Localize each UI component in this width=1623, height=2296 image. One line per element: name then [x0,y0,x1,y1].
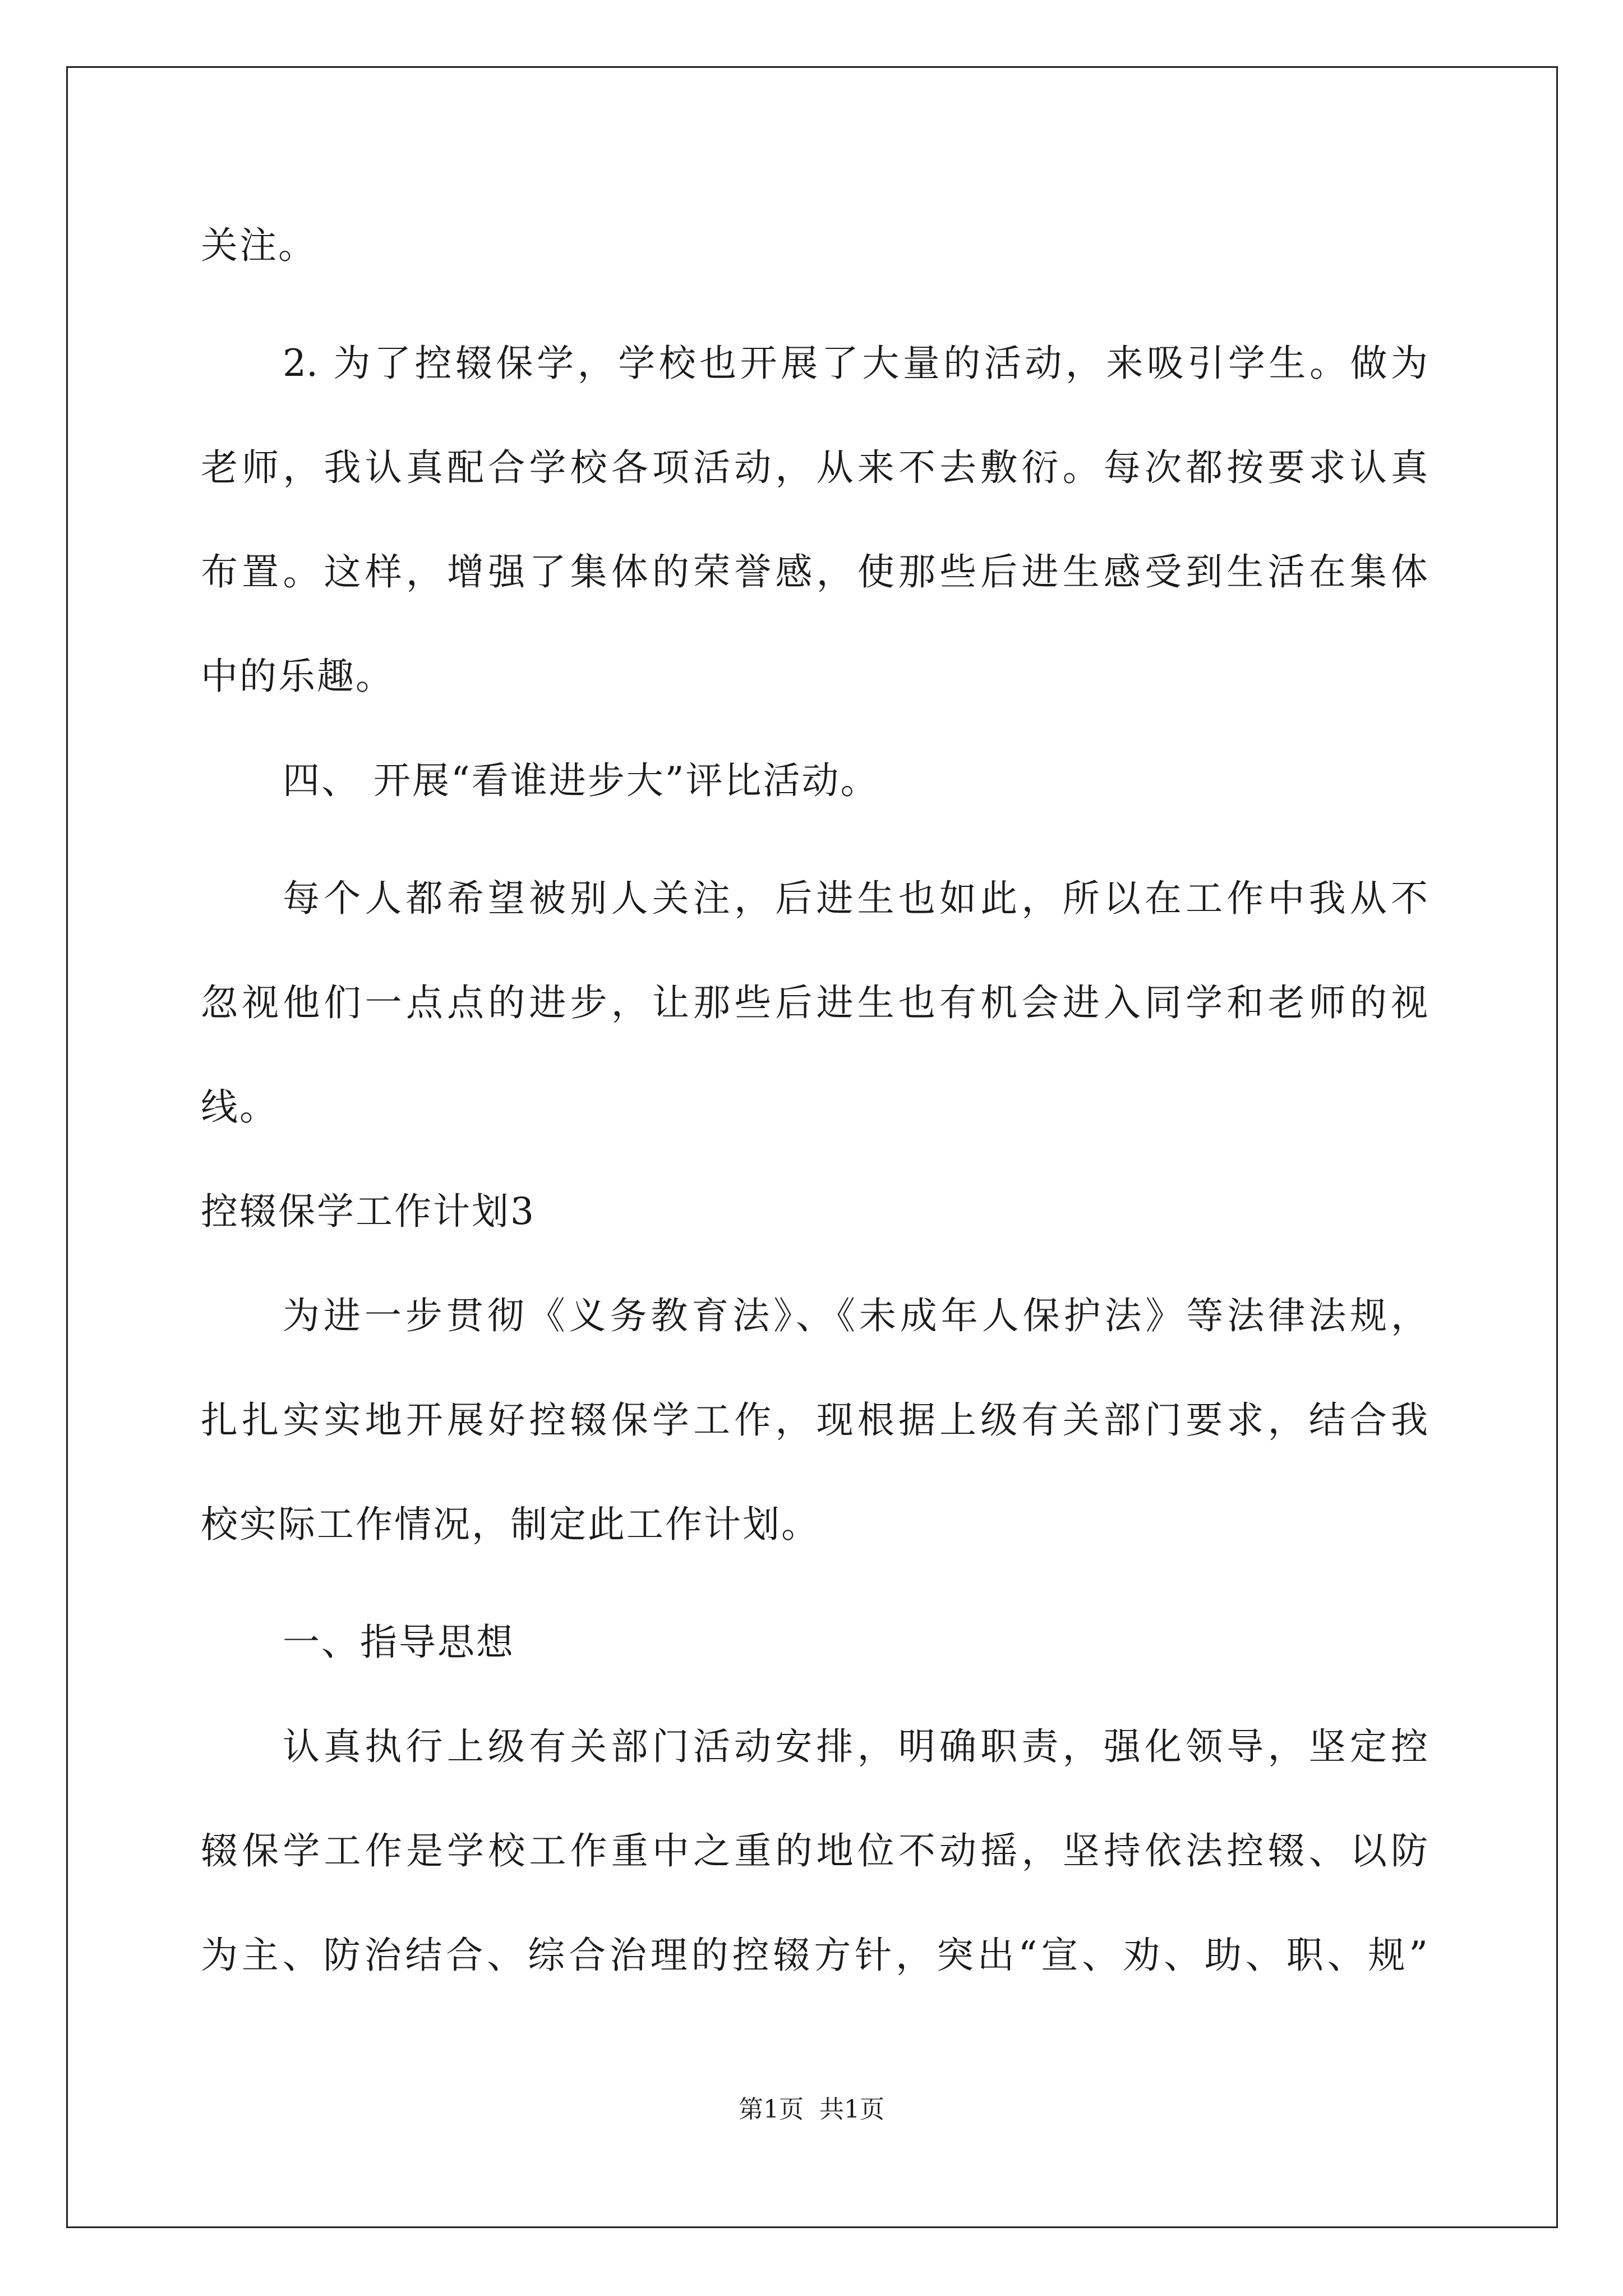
text-line: 认真执行上级有关部门活动安排，明确职责，强化领导，坚定控 [283,1725,1428,1768]
text-line: 忽视他们一点点的进步，让那些后进生也有机会进入同学和老师的视 [201,981,1428,1024]
text-line: 为进一步贯彻《义务教育法》、《未成年人保护法》等法律法规， [283,1294,1428,1337]
text-line: 辍保学工作是学校工作重中之重的地位不动摇，坚持依法控辍、以防 [201,1829,1428,1872]
text-line: 为主、防治结合、综合治理的控辍方针，突出“宣、劝、助、职、规” [201,1934,1428,1977]
text-line: 中的乐趣。 [201,655,394,698]
section-heading: 四、 开展“看谁进步大”评比活动。 [283,759,879,802]
page-border [66,66,1558,2228]
text-line: 布置。这样，增强了集体的荣誉感，使那些后进生感受到生活在集体 [201,550,1428,593]
text-line: 老师，我认真配合学校各项活动，从来不去敷衍。每次都按要求认真 [201,446,1428,489]
text-line: 2. 为了控辍保学，学校也开展了大量的活动，来吸引学生。做为 [283,342,1428,385]
text-line: 关注。 [201,224,317,267]
text-line: 扎扎实实地开展好控辍保学工作，现根据上级有关部门要求，结合我 [201,1398,1428,1442]
document-title: 控辍保学工作计划3 [201,1190,536,1233]
text-line: 线。 [201,1085,278,1129]
text-line: 每个人都希望被别人关注，后进生也如此，所以在工作中我从不 [283,877,1428,920]
text-line: 校实际工作情况，制定此工作计划。 [201,1503,820,1546]
page-footer: 第1页 共1页 [739,2095,884,2124]
section-heading: 一、指导思想 [283,1621,515,1664]
